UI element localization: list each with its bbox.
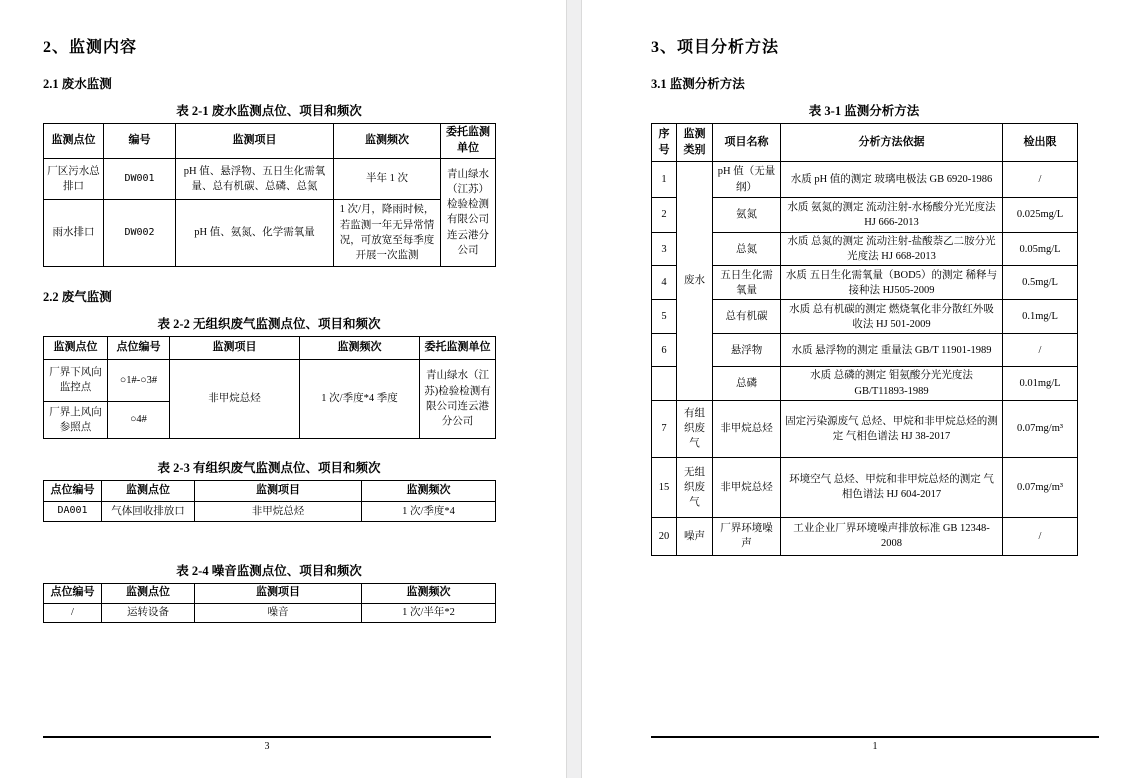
table-row — [652, 517, 1078, 555]
col-header: 监测点位 — [102, 480, 195, 501]
method-cell: 水质 悬浮物的测定 重量法 GB/T 11901-1989 — [781, 334, 1003, 367]
category-cell-noise: 噪声 — [677, 517, 713, 555]
col-header: 分析方法依据 — [781, 124, 1003, 162]
col-header: 检出限 — [1003, 124, 1078, 162]
detection-limit-cell: 0.1mg/L — [1003, 300, 1078, 334]
table-row — [652, 233, 1078, 266]
col-header: 点位编号 — [44, 583, 102, 603]
seq-cell: 7 — [652, 400, 677, 457]
seq-cell: 1 — [652, 162, 677, 198]
col-header: 委托监测单位 — [420, 336, 496, 359]
category-cell-wastewater: 废水 — [677, 162, 713, 401]
frequency-cell: 1 次/半年*2 — [362, 603, 496, 622]
table-row — [652, 300, 1078, 334]
seq-cell — [652, 367, 677, 400]
subsection-exhaust-gas-monitoring: 2.2 废气监测 — [43, 289, 112, 304]
monitor-items-cell: 噪音 — [195, 603, 362, 622]
col-header: 点位编号 — [108, 336, 170, 359]
table-row — [652, 334, 1078, 367]
monitor-point-cell: 雨水排口 — [44, 199, 104, 266]
seq-cell: 20 — [652, 517, 677, 555]
col-header: 项目名称 — [713, 124, 781, 162]
subsection-monitoring-analysis-methods: 3.1 监测分析方法 — [651, 77, 745, 91]
table-row — [44, 501, 496, 521]
col-header: 序号 — [652, 124, 677, 162]
col-header: 监测项目 — [195, 583, 362, 603]
point-code-cell: ○4# — [108, 401, 170, 438]
col-header: 监测点位 — [44, 336, 108, 359]
agency-cell: 青山绿水（江苏）检验检测有限公司连云港分公司 — [441, 158, 496, 266]
table-header-row — [652, 124, 1078, 162]
item-name-cell: 氨氮 — [713, 198, 781, 233]
method-cell: 水质 氨氮的测定 流动注射-水杨酸分光光度法 HJ 666-2013 — [781, 198, 1003, 233]
col-header: 监测频次 — [300, 336, 420, 359]
category-cell-unorganized-gas: 无组织废气 — [677, 457, 713, 517]
table-2-2-title: 表 2-2 无组织废气监测点位、项目和频次 — [157, 316, 381, 331]
frequency-cell: 1 次/月，降雨时候，若监测一年无异常情况，可放宽至每季度开展一次监测 — [334, 199, 441, 266]
table-row — [652, 400, 1078, 457]
seq-cell: 15 — [652, 457, 677, 517]
item-name-cell: 悬浮物 — [713, 334, 781, 367]
page-number: 3 — [264, 741, 270, 752]
detection-limit-cell: 0.5mg/L — [1003, 266, 1078, 300]
monitor-items-cell: 非甲烷总烃 — [195, 501, 362, 521]
table-3-1-title: 表 3-1 监测分析方法 — [808, 104, 920, 118]
seq-cell: 4 — [652, 266, 677, 300]
table-row — [652, 367, 1078, 400]
monitor-point-cell: 厂界上风向参照点 — [44, 401, 108, 438]
section-title-analysis-methods: 3、项目分析方法 — [651, 39, 780, 56]
method-cell: 环境空气 总烃、甲烷和非甲烷总烃的测定 气相色谱法 HJ 604-2017 — [781, 457, 1003, 517]
monitor-point-cell: 运转设备 — [102, 603, 195, 622]
agency-cell: 青山绿水（江苏)检验检测有限公司连云港分公司 — [420, 359, 496, 438]
item-name-cell: 总氮 — [713, 233, 781, 266]
frequency-cell: 半年 1 次 — [334, 158, 441, 199]
method-cell: 水质 pH 值的测定 玻璃电极法 GB 6920-1986 — [781, 162, 1003, 198]
col-header: 编号 — [104, 124, 176, 159]
organized-gas-monitoring-table — [43, 480, 496, 522]
monitor-items-cell: pH 值、悬浮物、五日生化需氧量、总有机碳、总磷、总氮 — [176, 158, 334, 199]
point-code-cell: ○1#-○3# — [108, 359, 170, 401]
category-cell-organized-gas: 有组织废气 — [677, 400, 713, 457]
table-row — [652, 266, 1078, 300]
col-header: 点位编号 — [44, 480, 102, 501]
table-row — [44, 603, 496, 622]
col-header: 监测项目 — [176, 124, 334, 159]
detection-limit-cell: 0.01mg/L — [1003, 367, 1078, 400]
table-header-row — [44, 480, 496, 501]
monitor-point-cell: 厂界下风向监控点 — [44, 359, 108, 401]
table-row — [44, 158, 496, 199]
document-page-right — [582, 0, 1140, 778]
page-number: 1 — [872, 741, 878, 752]
item-name-cell: pH 值（无量纲） — [713, 162, 781, 198]
detection-limit-cell: 0.025mg/L — [1003, 198, 1078, 233]
document-page-left — [0, 0, 566, 778]
item-name-cell: 总磷 — [713, 367, 781, 400]
col-header: 监测频次 — [362, 583, 496, 603]
seq-cell: 2 — [652, 198, 677, 233]
monitor-items-cell: 非甲烷总烃 — [170, 359, 300, 438]
page-gap-divider — [566, 0, 582, 778]
item-name-cell: 五日生化需氧量 — [713, 266, 781, 300]
method-cell: 水质 总磷的测定 钼氨酸分光光度法 GB/T11893-1989 — [781, 367, 1003, 400]
subsection-wastewater-monitoring: 2.1 废水监测 — [43, 77, 112, 91]
col-header: 委托监测单位 — [441, 124, 496, 159]
detection-limit-cell: / — [1003, 162, 1078, 198]
table-row — [652, 162, 1078, 198]
monitor-items-cell: pH 值、氨氮、化学需氧量 — [176, 199, 334, 266]
table-2-4-title: 表 2-4 噪音监测点位、项目和频次 — [176, 563, 362, 578]
item-name-cell: 非甲烷总烃 — [713, 400, 781, 457]
item-name-cell: 非甲烷总烃 — [713, 457, 781, 517]
seq-cell: 5 — [652, 300, 677, 334]
table-row — [652, 198, 1078, 233]
table-2-3-title: 表 2-3 有组织废气监测点位、项目和频次 — [157, 460, 381, 475]
col-header: 监测点位 — [102, 583, 195, 603]
table-header-row — [44, 336, 496, 359]
table-row — [652, 457, 1078, 517]
point-code-cell: DW001 — [104, 158, 176, 199]
detection-limit-cell: 0.05mg/L — [1003, 233, 1078, 266]
monitor-point-cell: 气体回收排放口 — [102, 501, 195, 521]
item-name-cell: 厂界环境噪声 — [713, 517, 781, 555]
seq-cell: 6 — [652, 334, 677, 367]
analysis-methods-table — [651, 123, 1078, 556]
point-code-cell: / — [44, 603, 102, 622]
method-cell: 水质 总氮的测定 流动注射-盐酸萘乙二胺分光光度法 HJ 668-2013 — [781, 233, 1003, 266]
noise-monitoring-table — [43, 583, 496, 623]
seq-cell: 3 — [652, 233, 677, 266]
col-header: 监测项目 — [170, 336, 300, 359]
monitor-point-cell: 厂区污水总排口 — [44, 158, 104, 199]
point-code-cell: DA001 — [44, 501, 102, 521]
table-header-row — [44, 583, 496, 603]
unorganized-gas-monitoring-table — [43, 336, 496, 439]
detection-limit-cell: 0.07mg/m³ — [1003, 400, 1078, 457]
col-header: 监测频次 — [334, 124, 441, 159]
frequency-cell: 1 次/季度*4 季度 — [300, 359, 420, 438]
point-code-cell: DW002 — [104, 199, 176, 266]
wastewater-monitoring-table — [43, 123, 496, 267]
method-cell: 水质 五日生化需氧量（BOD5）的测定 稀释与接种法 HJ505-2009 — [781, 266, 1003, 300]
table-2-1-title: 表 2-1 废水监测点位、项目和频次 — [176, 104, 362, 118]
table-row — [44, 359, 496, 401]
method-cell: 固定污染源废气 总烃、甲烷和非甲烷总烃的测定 气相色谱法 HJ 38-2017 — [781, 400, 1003, 457]
method-cell: 水质 总有机碳的测定 燃烧氧化非分散红外吸收法 HJ 501-2009 — [781, 300, 1003, 334]
detection-limit-cell: / — [1003, 517, 1078, 555]
frequency-cell: 1 次/季度*4 — [362, 501, 496, 521]
detection-limit-cell: 0.07mg/m³ — [1003, 457, 1078, 517]
table-row — [44, 199, 496, 266]
item-name-cell: 总有机碳 — [713, 300, 781, 334]
detection-limit-cell: / — [1003, 334, 1078, 367]
page-footer — [651, 736, 1099, 752]
col-header: 监测类别 — [677, 124, 713, 162]
section-title-monitoring-content: 2、监测内容 — [43, 39, 138, 56]
col-header: 监测项目 — [195, 480, 362, 501]
table-header-row — [44, 124, 496, 159]
page-footer — [43, 736, 491, 752]
method-cell: 工业企业厂界环境噪声排放标准 GB 12348-2008 — [781, 517, 1003, 555]
col-header: 监测频次 — [362, 480, 496, 501]
col-header: 监测点位 — [44, 124, 104, 159]
